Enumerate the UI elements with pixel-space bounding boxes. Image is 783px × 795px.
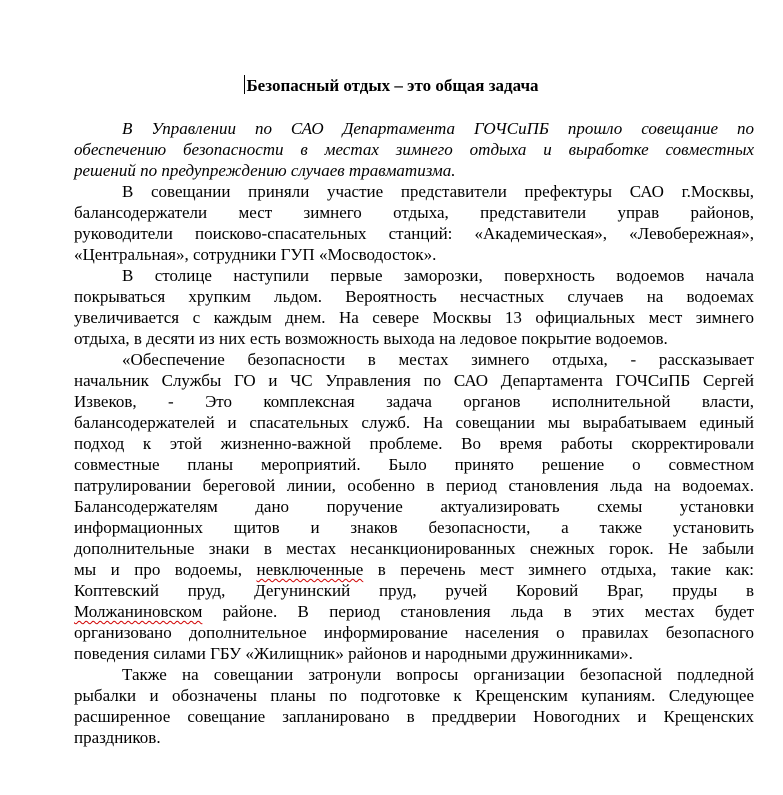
paragraph-participants[interactable] bbox=[74, 181, 754, 265]
text-line[interactable]: поведения силами ГБУ «Жилищник» районов и народными дружинниками». bbox=[74, 644, 633, 663]
text-line[interactable]: «Обеспечение безопасности в местах зимнего отдыха, - рассказывает bbox=[122, 350, 754, 369]
text-line[interactable]: балансодержателей и спасательных служб. На совещании мы вырабатываем единый bbox=[74, 413, 754, 432]
text-line[interactable]: подход к этой жизненно-важной проблеме. Во время работы скорректировали bbox=[74, 434, 754, 453]
text-line[interactable]: праздников. bbox=[74, 728, 161, 747]
text-line[interactable]: отдыха, в десяти из них есть возможность выхода на ледовое покрытие водоемов. bbox=[74, 329, 668, 348]
text-line[interactable]: патрулировании береговой линии, особенно в период становления льда на водоемах. bbox=[74, 476, 754, 495]
paragraph-closing[interactable] bbox=[74, 664, 754, 748]
spellcheck-flagged-word[interactable]: невключенные bbox=[256, 560, 364, 579]
text-line[interactable]: совместные планы мероприятий. Было принято решение о совместном bbox=[74, 455, 754, 474]
text-line[interactable]: дополнительные знаки в местах несанкционированных снежных горок. Не забыли bbox=[74, 539, 754, 558]
document-title[interactable] bbox=[0, 74, 783, 98]
text-line[interactable]: руководители поисково-спасательных станций: «Академическая», «Левобережная», bbox=[74, 224, 754, 243]
text-line[interactable]: Также на совещании затронули вопросы организации безопасной подледной bbox=[122, 665, 754, 684]
text-segment: в перечень мест зимнего отдыха, такие как: bbox=[377, 560, 755, 579]
text-line[interactable]: организовано дополнительное информирование населения о правилах безопасного bbox=[74, 623, 754, 642]
text-line[interactable]: В столице наступили первые заморозки, поверхность водоемов начала bbox=[122, 266, 754, 285]
text-line[interactable]: рыбалки и обозначены планы по подготовке к Крещенским купаниям. Следующее bbox=[74, 686, 754, 705]
document-body[interactable] bbox=[74, 118, 754, 748]
text-line[interactable]: Коптевский пруд, Дегунинский пруд, ручей Коровий Враг, пруды в bbox=[74, 581, 754, 600]
text-line[interactable]: увеличивается с каждым днем. На севере Москвы 13 официальных мест зимнего bbox=[74, 308, 754, 327]
text-line[interactable]: информационных щитов и знаков безопасности, а также установить bbox=[74, 518, 754, 537]
text-line[interactable]: покрываться хрупким льдом. Вероятность несчастных случаев на водоемах bbox=[74, 287, 754, 306]
text-line[interactable]: решений по предупреждению случаев травматизма. bbox=[74, 161, 456, 180]
text-line[interactable]: «Центральная», сотрудники ГУП «Мосводосток». bbox=[74, 245, 437, 264]
text-segment: мы и про водоемы, bbox=[74, 560, 243, 579]
text-line[interactable]: обеспечению безопасности в местах зимнего отдыха и выработке совместных bbox=[74, 140, 754, 159]
lead-paragraph[interactable] bbox=[74, 118, 754, 181]
text-line[interactable]: Извеков, - Это комплексная задача органов исполнительной власти, bbox=[74, 392, 754, 411]
text-line[interactable]: В Управлении по САО Департамента ГОЧСиПБ прошло совещание по bbox=[122, 119, 754, 138]
paragraph-quote[interactable] bbox=[74, 349, 754, 664]
title-text[interactable]: Безопасный отдых – это общая задача bbox=[246, 76, 539, 95]
paragraph-frost[interactable] bbox=[74, 265, 754, 349]
text-line[interactable] bbox=[74, 601, 754, 622]
text-segment: районе. В период становления льда в этих местах будет bbox=[222, 602, 754, 621]
text-line[interactable]: балансодержатели мест зимнего отдыха, представители управ районов, bbox=[74, 203, 754, 222]
spellcheck-flagged-word[interactable]: Молжаниновском bbox=[74, 602, 203, 621]
text-line[interactable]: Балансодержателям дано поручение актуализировать схемы установки bbox=[74, 497, 754, 516]
text-line[interactable] bbox=[74, 559, 754, 580]
text-line[interactable]: В совещании приняли участие представители префектуры САО г.Москвы, bbox=[122, 182, 754, 201]
text-line[interactable]: расширенное совещание запланировано в преддверии Новогодних и Крещенских bbox=[74, 707, 754, 726]
text-line[interactable]: начальник Службы ГО и ЧС Управления по САО Департамента ГОЧСиПБ Сергей bbox=[74, 371, 754, 390]
